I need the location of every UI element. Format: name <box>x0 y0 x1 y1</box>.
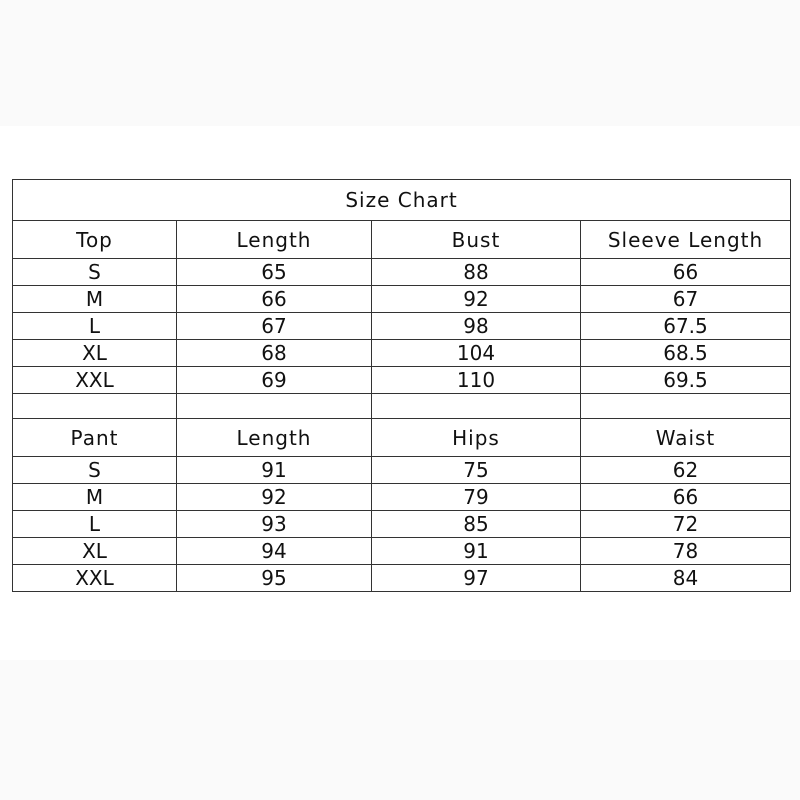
size-label: XXL <box>13 367 177 394</box>
table-cell: 66 <box>581 259 791 286</box>
empty-cell <box>13 394 177 419</box>
table-cell: 62 <box>581 457 791 484</box>
table-row <box>13 511 791 538</box>
table-cell: 92 <box>177 484 372 511</box>
pant-header-cell: Pant <box>13 419 177 457</box>
size-label: XL <box>13 340 177 367</box>
table-cell: 67 <box>581 286 791 313</box>
table-cell: 95 <box>177 565 372 592</box>
pant-header-cell: Hips <box>372 419 581 457</box>
table-row <box>13 340 791 367</box>
chart-title: Size Chart <box>13 180 791 221</box>
table-cell: 66 <box>581 484 791 511</box>
empty-cell <box>177 394 372 419</box>
table-cell: 75 <box>372 457 581 484</box>
table-cell: 98 <box>372 313 581 340</box>
table-cell: 68 <box>177 340 372 367</box>
table-row <box>13 313 791 340</box>
table-row <box>13 259 791 286</box>
top-header-row <box>13 221 791 259</box>
top-header-cell: Bust <box>372 221 581 259</box>
table-cell: 79 <box>372 484 581 511</box>
top-header-cell: Top <box>13 221 177 259</box>
table-cell: 110 <box>372 367 581 394</box>
top-background-band <box>0 0 800 126</box>
table-row <box>13 538 791 565</box>
table-cell: 97 <box>372 565 581 592</box>
table-cell: 69.5 <box>581 367 791 394</box>
table-cell: 67.5 <box>581 313 791 340</box>
size-label: L <box>13 511 177 538</box>
pant-header-cell: Length <box>177 419 372 457</box>
table-row <box>13 565 791 592</box>
table-row <box>13 367 791 394</box>
table-cell: 66 <box>177 286 372 313</box>
title-row <box>13 180 791 221</box>
table-cell: 91 <box>372 538 581 565</box>
top-header-cell: Sleeve Length <box>581 221 791 259</box>
size-label: M <box>13 286 177 313</box>
table-cell: 88 <box>372 259 581 286</box>
table-row <box>13 457 791 484</box>
size-label: L <box>13 313 177 340</box>
top-header-cell: Length <box>177 221 372 259</box>
size-label: M <box>13 484 177 511</box>
table-cell: 104 <box>372 340 581 367</box>
size-label: XXL <box>13 565 177 592</box>
empty-cell <box>581 394 791 419</box>
table-cell: 69 <box>177 367 372 394</box>
table-cell: 67 <box>177 313 372 340</box>
table-cell: 65 <box>177 259 372 286</box>
table-cell: 91 <box>177 457 372 484</box>
pant-header-row <box>13 419 791 457</box>
size-label: XL <box>13 538 177 565</box>
table-cell: 92 <box>372 286 581 313</box>
table-cell: 84 <box>581 565 791 592</box>
pant-header-cell: Waist <box>581 419 791 457</box>
table-row <box>13 484 791 511</box>
size-label: S <box>13 259 177 286</box>
table-cell: 94 <box>177 538 372 565</box>
bottom-background-band <box>0 660 800 800</box>
table-cell: 93 <box>177 511 372 538</box>
table-cell: 78 <box>581 538 791 565</box>
empty-cell <box>372 394 581 419</box>
table-row <box>13 286 791 313</box>
size-label: S <box>13 457 177 484</box>
size-chart-table <box>12 179 791 592</box>
table-cell: 85 <box>372 511 581 538</box>
table-cell: 68.5 <box>581 340 791 367</box>
spacer-row <box>13 394 791 419</box>
table-cell: 72 <box>581 511 791 538</box>
